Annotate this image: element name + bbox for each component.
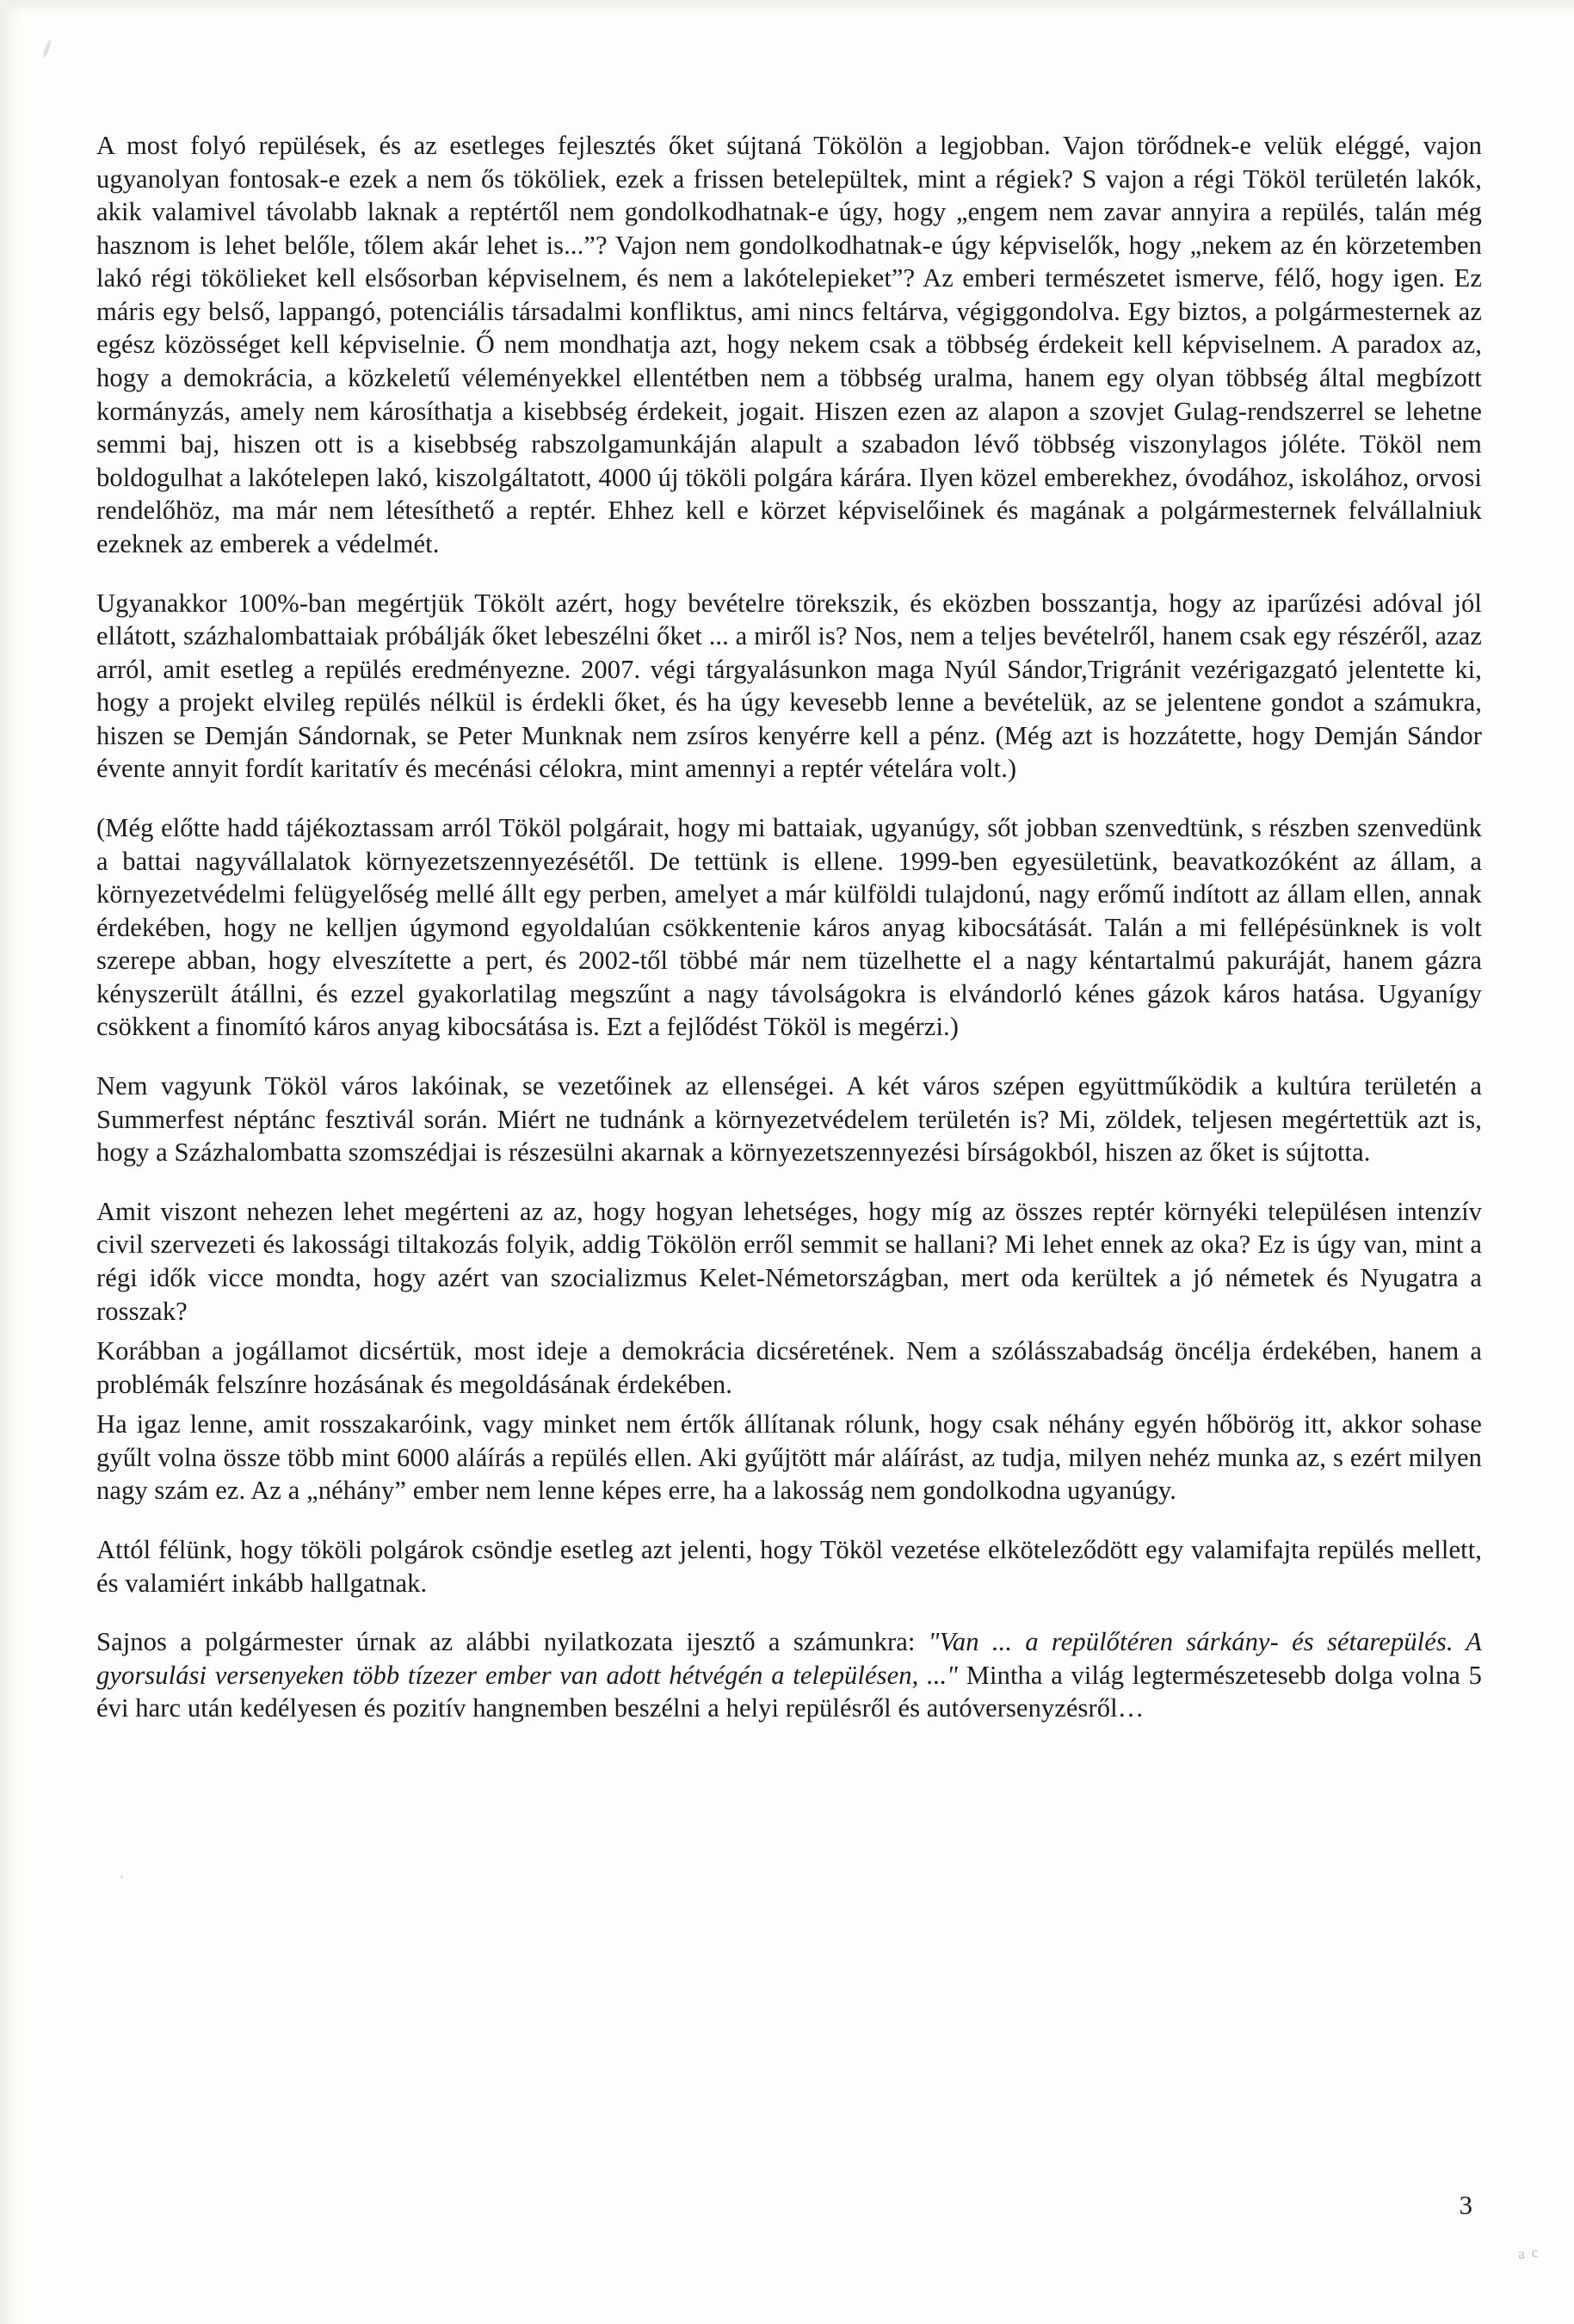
paragraph-3: (Még előtte hadd tájékoztassam arról Tököl polgárait, hogy mi battaiak, ugyanúgy, sőt jobban szenvedtünk, s részben szenvedünk a battai nagyvállalatok környezetszennyezésétől. De tettünk is ellene. 1999-ben egyesületünk, beavatkozóként az állam, a környezetvédelmi felügyelőség mellé állt egy perben, amelyet a már külföldi tulajdonú, nagy erőmű indított az állam ellen, annak érdekében, hogy ne kelljen úgymond egyoldalúan csökkentenie káros anyag kibocsátását. Talán a mi fellépésünknek is volt szerepe abban, hogy elveszítette a pert, és 2002-től többé már nem tüzelhette el a nagy kéntartalmú pakuráját, hanem gázra kényszerült átállni, és ezzel gyakorlatilag megszűnt a nagy távolságokra is elvándorló kénes gázok káros hatása. Ugyanígy csökkent a finomító káros anyag kibocsátása is. Ezt a fejlődést Tököl is megérzi.) <box>96 812 1482 1042</box>
paragraph-8: Attól félünk, hogy tököli polgárok csöndje esetleg azt jelenti, hogy Tököl vezetése elköteleződött egy valamifajta repülés mellett, és valamiért inkább hallgatnak. <box>96 1534 1482 1598</box>
paragraph-2: Ugyanakkor 100%-ban megértjük Tökölt azért, hogy bevételre törekszik, és eközben bosszantja, hogy az iparűzési adóval jól ellátott, százhalombattaiak próbálják őket lebeszélni őket ... a miről is? Nos, nem a teljes bevételről, hanem csak egy részéről, azaz arról, amit esetleg a repülés eredményezne. 2007. végi tárgyalásunkon maga Nyúl Sándor,Trigránit vezérigazgató jelentette ki, hogy a projekt elvileg repülés nélkül is érdekli őket, és ha úgy kevesebb lenne a bevételük, az se jelentene gondot a számukra, hiszen se Demján Sándornak, se Peter Munknak nem zsíros kenyérre kell a pénz. (Még azt is hozzátette, hogy Demján Sándor évente annyit fordít karitatív és mecénási célokra, mint amennyi a reptér vételára volt.) <box>96 588 1482 784</box>
paragraph-1: A most folyó repülések, és az esetleges fejlesztés őket sújtaná Tökölön a legjobban. Vajon törődnek-e velük eléggé, vajon ugyanolyan fontosak-e ezek a nem ős tököliek, ezek a frissen betelepültek, mint a régiek? S vajon a régi Tököl területén lakók, akik valamivel távolabb laknak a reptértől nem gondolkodhatnak-e úgy, hogy „engem nem zavar annyira a repülés, talán még hasznom is lehet belőle, tőlem akár lehet is...”? Vajon nem gondolkodhatnak-e úgy képviselők, hogy „nekem az én körzetemben lakó régi tökölieket kell elsősorban képviselnem, és nem a lakótelepieket”? Az emberi természetet ismerve, félő, hogy igen. Ez máris egy belső, lappangó, potenciális társadalmi konfliktus, ami nincs feltárva, végiggondolva. Egy biztos, a polgármesternek az egész közösséget kell képviselnie. Ő nem mondhatja azt, hogy nekem csak a többség érdekeit kell képviselnem. A paradox az, hogy a demokrácia, a közkeletű véleményekkel ellentétben nem a többség uralma, hanem egy olyan többség által megbízott kormányzás, amely nem károsíthatja a kisebbség érdekeit, jogait. Hiszen ezen az alapon a szovjet Gulag-rendszerrel se lehetne semmi baj, hiszen ott is a kisebbség rabszolgamunkáján alapult a szabadon lévő többség viszonylagos jóléte. Tököl nem boldogulhat a lakótelepen lakó, kiszolgáltatott, 4000 új tököli polgára kárára. Ilyen közel emberekhez, óvodához, iskolához, orvosi rendelőhöz, ma már nem létesíthető a reptér. Ehhez kell e körzet képviselőinek és magának a polgármesternek felvállalniuk ezeknek az emberek a védelmét. <box>96 131 1482 558</box>
paragraph-6: Korábban a jogállamot dicsértük, most ideje a demokrácia dicséretének. Nem a szólásszabadság öncélja érdekében, hanem a problémák felszínre hozásának és megoldásának érdekében. <box>96 1336 1482 1399</box>
paragraph-9 <box>96 1625 1482 1725</box>
paragraph-5: Amit viszont nehezen lehet megérteni az az, hogy hogyan lehetséges, hogy míg az összes reptér környéki településen intenzív civil szervezeti és lakossági tiltakozás folyik, addig Tökölön erről semmit se hallani? Mi lehet ennek az oka? Ez is úgy van, mint a régi idők vicce mondta, hogy azért van szocializmus Kelet-Németországban, mert oda kerültek a jó németek és Nyugatra a rosszak? <box>96 1196 1482 1326</box>
page-edge-shadow-top <box>0 0 1574 15</box>
scan-artifact-speck <box>120 1876 123 1878</box>
paragraph-7: Ha igaz lenne, amit rosszakaróink, vagy minket nem értők állítanak rólunk, hogy csak néhány egyén hőbörög itt, akkor sohase gyűlt volna össze több mint 6000 aláírás a repülés ellen. Aki gyűjtött már aláírást, az tudja, milyen nehéz munka az, s ezért milyen nagy szám ez. Az a „néhány” ember nem lenne képes erre, ha a lakosság nem gondolkodna ugyanúgy. <box>96 1409 1482 1506</box>
scan-artifact-speck <box>41 40 52 59</box>
page-number: 3 <box>1459 2190 1472 2220</box>
paragraph-9-outro: Mintha a világ legtermészetesebb dolga volna 5 évi harc után kedélyesen és pozitív hangnemben beszélni a helyi repülésről és autóversenyzésről… <box>96 1660 1482 1723</box>
paragraph-4: Nem vagyunk Tököl város lakóinak, se vezetőinek az ellenségei. A két város szépen együttműködik a kultúra területén a Summerfest néptánc fesztivál során. Miért ne tudnánk a környezetvédelem területén is? Mi, zöldek, teljesen megértettük azt is, hogy a Százhalombatta szomszédjai is részesülni akarnak a környezetszennyezési bírságokból, hiszen az őket is sújtotta. <box>96 1071 1482 1168</box>
page-edge-shadow-left <box>0 0 22 2324</box>
document-body <box>96 129 1482 1751</box>
margin-annotation: a c <box>1516 2243 1540 2263</box>
mayor-quote: "Van ... a repülőtéren sárkány- és sétarepülés. A gyorsulási versenyeken több tízezer ember van adott hétvégén a településen, ..." <box>96 1627 1482 1690</box>
paragraph-9-intro: Sajnos a polgármester úrnak az alábbi nyilatkozata ijesztő a számunkra: <box>96 1627 929 1657</box>
